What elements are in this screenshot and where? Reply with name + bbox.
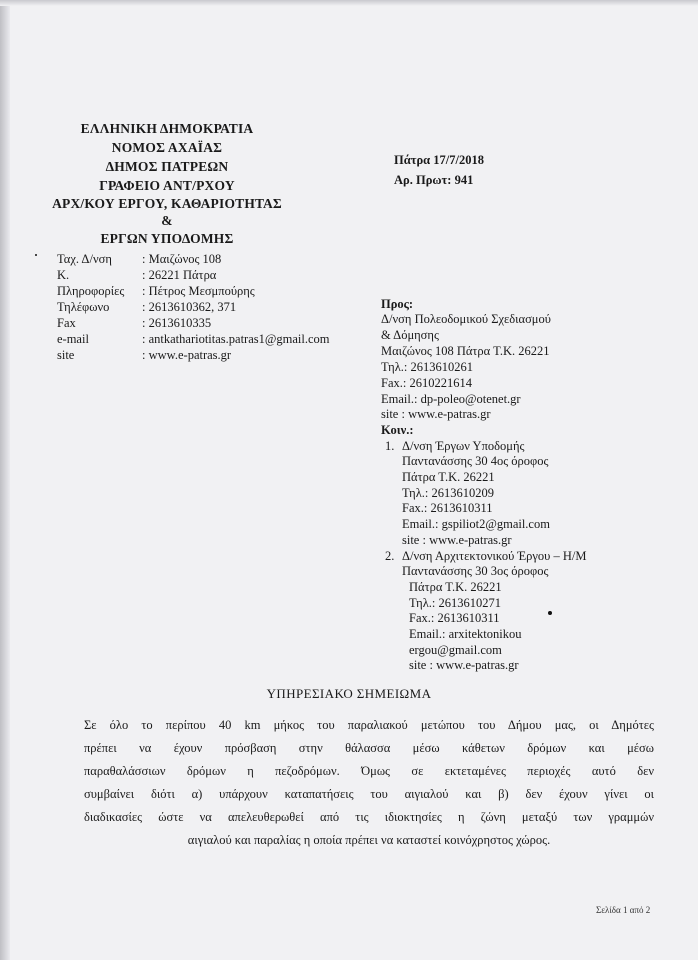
sender-value-fax: : 2613610335 xyxy=(142,316,212,330)
header-line-prefecture: ΝΟΜΟΣ ΑΧΑΪΑΣ xyxy=(111,140,223,155)
sender-value-email: : antkathariotitas.patras1@gmail.com xyxy=(142,332,330,346)
recipient-to-line: Fax.: 2610221614 xyxy=(381,376,472,390)
cc-2-line: Δ/νση Αρχιτεκτονικού Έργου – Η/Μ xyxy=(402,549,587,563)
header-line-office: ΓΡΑΦΕΙΟ ΑΝΤ/ΡΧΟΥ xyxy=(99,178,235,193)
sender-value-phone: : 2613610362, 371 xyxy=(142,300,237,314)
recipient-to-line: Μαιζώνος 108 Πάτρα Τ.Κ. 26221 xyxy=(381,344,550,358)
recipient-to-line: Τηλ.: 2613610261 xyxy=(381,360,473,374)
cc-1-line: Πάτρα Τ.Κ. 26221 xyxy=(402,470,495,484)
cc-2-line: Fax.: 2613610311 xyxy=(409,611,500,625)
sender-value-postcode: : 26221 Πάτρα xyxy=(142,268,217,282)
header-line-ampersand: & xyxy=(161,213,173,228)
header-line-department: ΑΡΧ/ΚΟΥ ΕΡΓΟΥ, ΚΑΘΑΡΙΟΤΗΤΑΣ xyxy=(52,196,282,211)
cc-1-line: Email.: gspiliot2@gmail.com xyxy=(402,517,550,531)
cc-2-number: 2. xyxy=(385,549,395,563)
cc-2-line: ergou@gmail.com xyxy=(409,643,502,657)
cc-label: Κοιν.: xyxy=(381,423,414,437)
scan-dot-mark xyxy=(548,611,552,615)
cc-2-line: Email.: arxitektonikou xyxy=(409,627,522,641)
scan-shadow-left xyxy=(0,0,10,960)
cc-1-line: Τηλ.: 2613610209 xyxy=(402,486,494,500)
body-line: Σε όλο το περίπου 40 km μήκος του παραλιακού μετώπου του Δήμου μας, οι Δημότες xyxy=(84,718,654,732)
sender-label-fax: Fax xyxy=(57,316,76,330)
body-line: αιγιαλού και παραλίας η οποία πρέπει να καταστεί κοινόχρηστος χώρος. xyxy=(187,833,551,847)
memo-title: ΥΠΗΡΕΣΙΑΚΟ ΣΗΜΕΙΩΜΑ xyxy=(266,686,432,701)
cc-1-number: 1. xyxy=(385,439,395,453)
recipient-to-line: Email.: dp-poleo@otenet.gr xyxy=(381,392,521,406)
sender-label-address: Ταχ. Δ/νση xyxy=(57,252,112,266)
body-line: πρέπει να έχουν πρόσβαση στην θάλασσα μέσω κάθετων δρόμων και μέσω xyxy=(84,741,654,755)
scan-dot-mark xyxy=(35,254,37,256)
header-line-country: ΕΛΛΗΝΙΚΗ ΔΗΜΟΚΡΑΤΙΑ xyxy=(80,121,254,136)
recipient-to-line: Δ/νση Πολεοδομικού Σχεδιασμού xyxy=(381,312,551,326)
scan-shadow-top xyxy=(0,0,698,6)
body-line: διαδικασίες ώστε να απελευθερωθεί από τις ιδιοκτησίες η ζώνη μεταξύ των γραμμών xyxy=(84,810,654,824)
recipient-to-line: site : www.e-patras.gr xyxy=(381,407,491,421)
cc-1-line: Παντανάσσης 30 4ος όροφος xyxy=(402,454,549,468)
cc-2-line: Πάτρα Τ.Κ. 26221 xyxy=(409,580,502,594)
sender-label-email: e-mail xyxy=(57,332,89,346)
sender-value-site: : www.e-patras.gr xyxy=(142,348,232,362)
document-date: Πάτρα 17/7/2018 xyxy=(394,153,484,167)
sender-value-address: : Μαιζώνος 108 xyxy=(142,252,222,266)
page-number-footer: Σελίδα 1 από 2 xyxy=(596,905,651,915)
cc-2-line: site : www.e-patras.gr xyxy=(409,658,519,672)
body-line: παραθαλάσσιων δρόμων η πεζοδρόμων. Όμως σε εκτεταμένες περιοχές αυτό δεν xyxy=(84,764,654,778)
cc-2-line: Τηλ.: 2613610271 xyxy=(409,596,501,610)
recipient-to-line: & Δόμησης xyxy=(381,328,439,342)
sender-label-site: site xyxy=(57,348,75,362)
sender-label-postcode: Κ. xyxy=(57,268,70,282)
sender-label-phone: Τηλέφωνο xyxy=(57,300,110,314)
sender-label-info: Πληροφορίες xyxy=(57,284,125,298)
cc-1-line: Fax.: 2613610311 xyxy=(402,501,493,515)
sender-value-info: : Πέτρος Μεσμπούρης xyxy=(142,284,255,298)
cc-1-line: site : www.e-patras.gr xyxy=(402,533,512,547)
header-line-municipality: ΔΗΜΟΣ ΠΑΤΡΕΩΝ xyxy=(105,159,229,174)
protocol-number: Αρ. Πρωτ: 941 xyxy=(394,173,474,187)
recipient-to-label: Προς: xyxy=(381,297,414,311)
cc-1-line: Δ/νση Έργων Υποδομής xyxy=(402,439,525,453)
cc-2-line: Παντανάσσης 30 3ος όροφος xyxy=(402,564,549,578)
header-line-infrastructure: ΕΡΓΩΝ ΥΠΟΔΟΜΗΣ xyxy=(100,231,234,246)
body-line: συμβαίνει διότι α) υπάρχουν καταπατήσεις του αιγιαλού και β) δεν έχουν γίνει οι xyxy=(84,787,654,801)
